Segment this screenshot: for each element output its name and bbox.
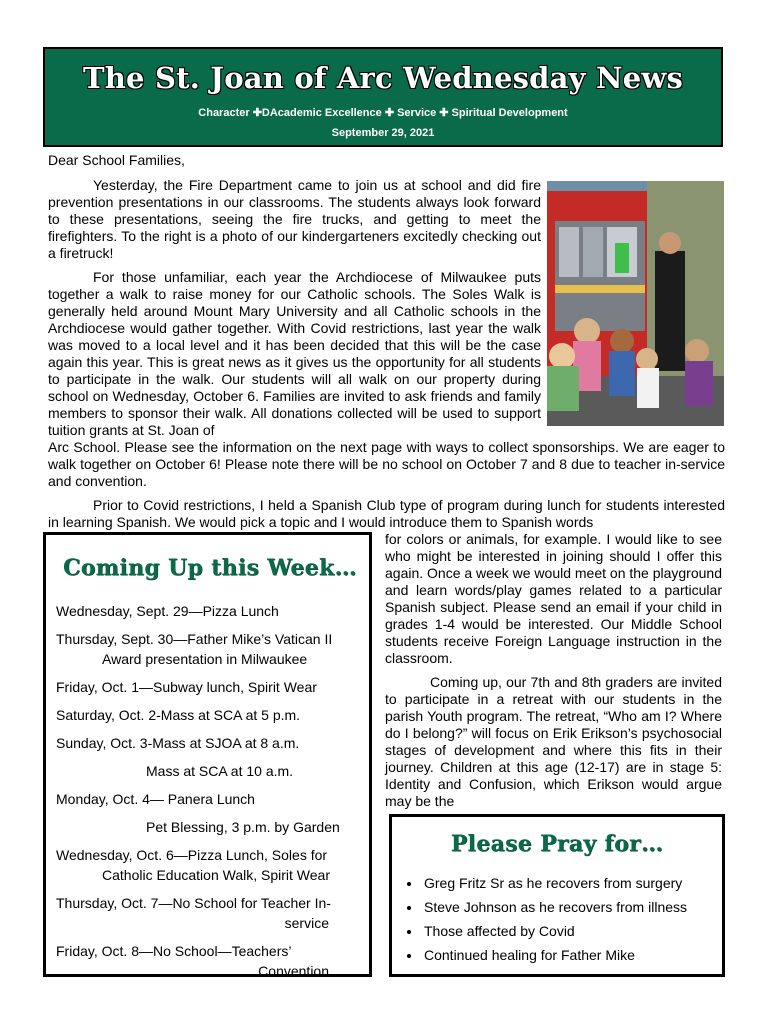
event-line: Friday, Oct. 1—Subway lunch, Spirit Wear	[56, 679, 317, 695]
paragraph-soles-walk: For those unfamiliar, each year the Archdiocese of Milwaukee puts together a walk to raise money for our Catholic schools. The Soles Walk is generally held around Mount Mary University and all Catholic schools in the Archdiocese would gather together. With Covid restrictions, last year the walk was moved to a local level and it has been decided that this will be the case again this year. This is great news as it gives us the opportunity for all students to participate in the walk. Our students will all walk on our property during school on Wednesday, October 6. Families are invited to ask friends and family members to sponsor their walk. All donations collected will be used to support tuition grants at St. Joan of	[48, 269, 541, 438]
coming-up-box	[43, 532, 372, 977]
prayer-item: • Those affected by Covid	[422, 919, 722, 943]
event-item	[56, 789, 369, 809]
event-line-continued: Mass at SCA at 10 a.m.	[146, 763, 294, 779]
prayer-item: • Greg Fritz Sr as he recovers from surgery	[422, 871, 722, 895]
event-line-continued: Award presentation in Milwaukee	[102, 651, 308, 667]
prayer-item: • Continued healing for Father Mike	[422, 943, 722, 967]
event-line-continued: Catholic Education Walk, Spirit Wear	[102, 867, 330, 883]
event-line-continued: Convention	[258, 963, 329, 979]
event-item	[56, 893, 369, 933]
event-item	[56, 601, 369, 621]
please-pray-box	[389, 814, 725, 977]
event-line: Monday, Oct. 4— Panera Lunch	[56, 791, 255, 807]
event-item	[56, 705, 369, 725]
prayer-item: • Steve Johnson as he recovers from illness	[422, 895, 722, 919]
event-item	[56, 733, 369, 753]
newsletter-date: September 29, 2021	[331, 127, 435, 139]
please-pray-heading: Please Pray for…	[450, 831, 664, 857]
event-line: Friday, Oct. 8—No School—Teachers’	[56, 943, 292, 959]
event-line: Saturday, Oct. 2-Mass at SCA at 5 p.m.	[56, 707, 301, 723]
prayer-list	[392, 871, 722, 967]
event-item	[56, 629, 369, 669]
event-item	[56, 761, 369, 781]
coming-up-heading: Coming Up this Week…	[63, 555, 357, 581]
event-list	[56, 601, 369, 981]
paragraph-fire-department: Yesterday, the Fire Department came to join us at school and did fire prevention presentations in our classrooms. The students always look forward to these presentations, seeing the fire trucks, and getting to meet the firefighters. To the right is a photo of our kindergarteners excitedly checking out a firetruck!	[48, 177, 541, 261]
paragraph-soles-walk-continued: Arc School. Please see the information on the next page with ways to collect sponsorships. We are eager to walk together on October 6! Please note there will be no school on October 7 and 8 due to teacher in-service and convention.	[48, 439, 725, 489]
salutation: Dear School Families,	[48, 152, 185, 168]
paragraph-spanish-club: Prior to Covid restrictions, I held a Spanish Club type of program during lunch for students interested in learning Spanish. We would pick a topic and I would introduce them to Spanish words	[48, 497, 725, 530]
newsletter-title: The St. Joan of Arc Wednesday News	[82, 61, 684, 95]
event-line: Wednesday, Oct. 6—Pizza Lunch, Soles for	[56, 847, 328, 863]
event-item	[56, 677, 369, 697]
event-item	[56, 817, 369, 837]
event-item	[56, 845, 369, 885]
newsletter-tagline: Character ✚DAcademic Excellence ✚ Service ✚ Spiritual Development	[198, 107, 568, 119]
paragraph-retreat: Coming up, our 7th and 8th graders are invited to participate in a retreat with our students in the parish Youth program. The retreat, “Who am I? Where do I belong?” will focus on Erik Erikson’s psychosocial stages of development and where this fits in their journey. Children at this age (12-17) are in stage 5: Identity and Confusion, which Erikson would argue may be the	[385, 674, 722, 809]
event-line-continued: Pet Blessing, 3 p.m. by Garden	[146, 819, 340, 835]
event-line: Sunday, Oct. 3-Mass at SJOA at 8 a.m.	[56, 735, 300, 751]
event-line: Thursday, Sept. 30—Father Mike’s Vatican II	[56, 631, 333, 647]
event-line: Wednesday, Sept. 29—Pizza Lunch	[56, 603, 279, 619]
event-line: Thursday, Oct. 7—No School for Teacher In-	[56, 895, 331, 911]
paragraph-spanish-club-continued: for colors or animals, for example. I would like to see who might be interested in joining should I offer this again. Once a week we would meet on the playground and learn words/play games related to a particular Spanish subject. Please send an email if your child in grades 1-4 would be interested. Our Middle School students receive Foreign Language instruction in the classroom.	[385, 531, 722, 666]
firetruck-photo-illustration	[547, 181, 724, 426]
event-line-continued: service	[284, 915, 329, 931]
masthead	[43, 47, 723, 147]
event-item	[56, 941, 369, 981]
firetruck-photo	[547, 181, 724, 426]
